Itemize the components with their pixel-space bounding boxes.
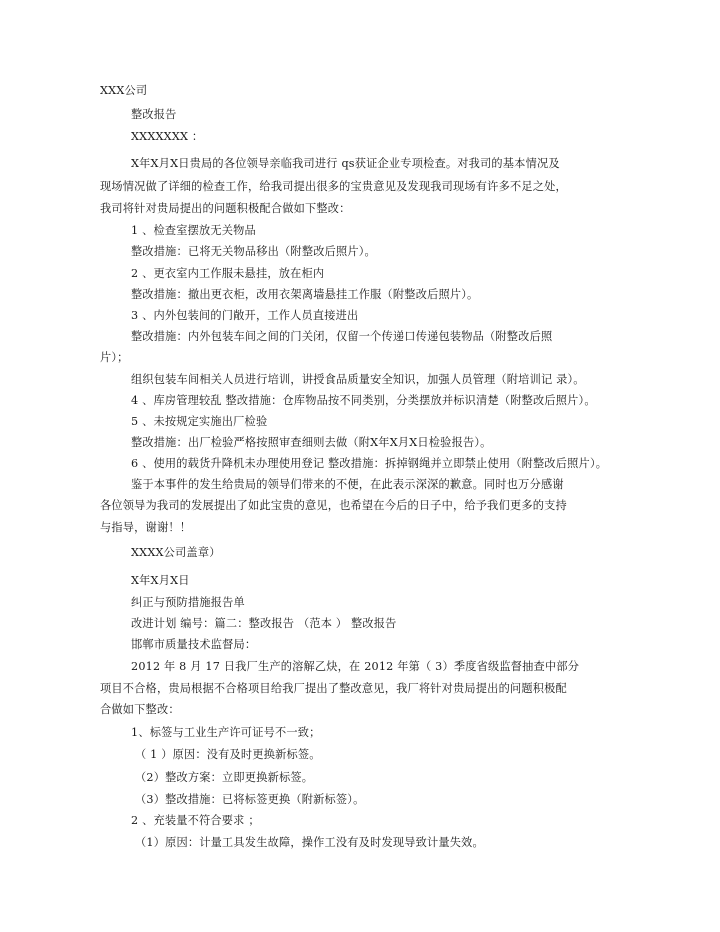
measure-line: 整改措施：撤出更衣柜，改用衣架离墙悬挂工作服（附整改后照片）。 [131, 288, 479, 301]
measure-line: 整改措施：已将无关物品移出（附整改后照片）。 [131, 245, 376, 258]
issue-item: 3 、内外包装间的门敞开，工作人员直接进出 [131, 309, 359, 322]
paragraph-line: 我司将针对贵局提出的问题积极配合做如下整改： [100, 202, 351, 215]
issue-item: 4 、库房管理较乱 整改措施：仓库物品按不同类别，分类摆放并标识清楚（附整改后照片）。 [131, 394, 596, 407]
form-title: 纠正与预防措施报告单 [131, 596, 245, 609]
recipient-line: XXXXXXX ： [131, 130, 204, 143]
sub-item: （1）原因：计量工具发生故障，操作工没有及时发现导致计量失效。 [135, 836, 484, 849]
paragraph-line: 2012 年 8 月 17 日我厂生产的溶解乙炔，在 2012 年第（ 3）季度省级监督抽查中部分 [131, 660, 580, 673]
issue-item: 1 、检查室摆放无关物品 [131, 224, 256, 237]
company-seal-line: XXXX公司盖章） [131, 546, 221, 559]
measure-line: 组织包装车间相关人员进行培训，讲授食品质量安全知识，加强人员管理（附培训记 录）。 [131, 373, 585, 386]
paragraph-line: 合做如下整改： [100, 703, 180, 716]
sub-item: （ 1 ）原因：没有及时更换新标签。 [135, 748, 321, 761]
issue-item: 1、标签与工业生产许可证号不一致； [131, 726, 321, 739]
measure-line: 整改措施：内外包装车间之间的门关闭，仅留一个传递口传递包装物品（附整改后照 [131, 330, 553, 343]
issue-item: 5 、未按规定实施出厂检验 [131, 415, 268, 428]
recipient-line: 邯郸市质量技术监督局： [131, 638, 257, 651]
date-line: X年X月X日 [131, 574, 190, 587]
paragraph-line: X年X月X日贵局的各位领导亲临我司进行 qs获证企业专项检查。对我司的基本情况及 [131, 157, 560, 170]
report-title: 整改报告 [131, 108, 177, 121]
paragraph-line: 项目不合格，贵局根据不合格项目给我厂提出了整改意见，我厂将针对贵局提出的问题积极配 [100, 682, 567, 695]
measure-line: 整改措施：出厂检验严格按照审查细则去做（附X年X月X日检验报告）。 [131, 436, 492, 449]
company-name: XXX公司 [100, 84, 148, 97]
paragraph-line: 现场情况做了详细的检查工作，给我司提出很多的宝贵意见及发现我司现场有许多不足之处， [100, 180, 567, 193]
issue-item: 2 、更衣室内工作服未悬挂，放在柜内 [131, 267, 325, 280]
sub-item: （3）整改措施：已将标签更换（附新标签）。 [135, 793, 365, 806]
plan-number-line: 改进计划 编号：篇二：整改报告 （范本 ） 整改报告 [131, 617, 397, 630]
paragraph-line: 各位领导为我司的发展提出了如此宝贵的意见，也希望在今后的日子中，给予我们更多的支持 [100, 499, 567, 512]
issue-item: 2 、充装量不符合要求 ； [131, 814, 260, 827]
measure-line-cont: 片）； [100, 351, 129, 364]
paragraph-line: 与指导，谢谢！！ [100, 521, 192, 534]
issue-item: 6 、使用的载货升降机未办理使用登记 整改措施：拆掉钢绳并立即禁止使用（附整改后照片）。 [131, 457, 608, 470]
paragraph-line: 鉴于本事件的发生给贵局的领导们带来的不便，在此表示深深的歉意。同时也万分感谢 [131, 478, 564, 491]
sub-item: （2）整改方案：立即更换新标签。 [135, 771, 314, 784]
